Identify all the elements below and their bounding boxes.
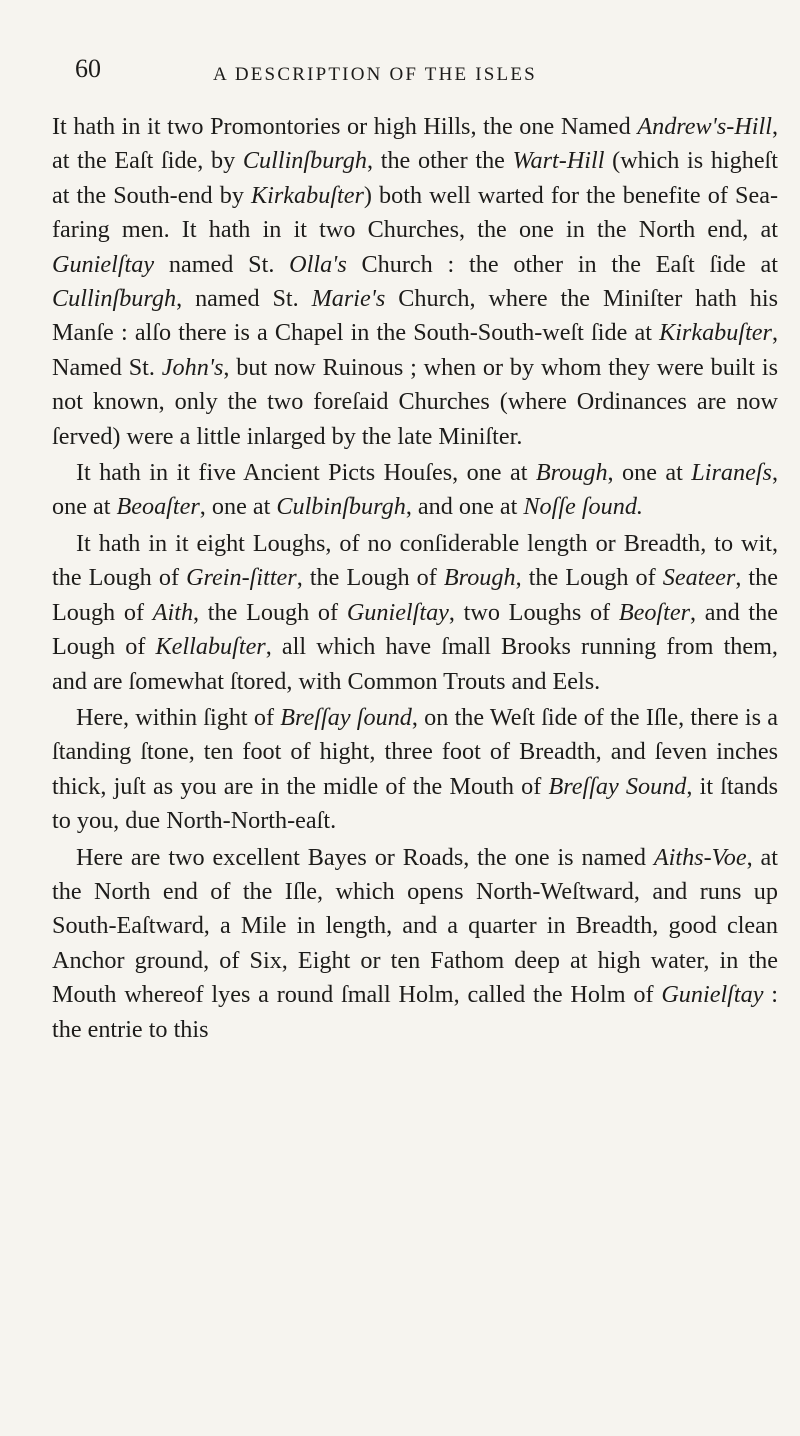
text-run: Here are two excellent Bayes or Roads, the one is named [76,843,654,871]
text-run: : the entrie to this [52,981,778,1043]
paragraph [52,701,778,839]
text-run: It hath in it two Promontories or high Hills, the one Named [52,113,638,140]
italic-name: Beoſter [618,598,691,626]
text-run: Church, where the Miniſter hath his Manſe : alſo there is a Chapel in the South-South-weſt ſide at [52,285,778,347]
text-run: , named St. [176,285,312,313]
text-run: Here, within ſight of [76,703,281,731]
text-run: , and the Lough of [52,598,778,661]
text-run: It hath in it eight Loughs, of no conſiderable length or Breadth, to wit, the Lough of [52,529,778,592]
italic-name: Culbinſburgh [276,493,406,521]
text-run: , the Lough of [515,564,663,592]
text-run: named St. [154,250,290,278]
italic-name: Brough [535,459,608,487]
paragraph [52,527,778,699]
text-run: , one at [199,493,277,521]
italic-name: Kellabuſter [155,633,266,661]
italic-name: Noſſe ſound. [523,493,643,521]
paragraph [52,841,778,1047]
text-run: ) both well warted for the benefite of Sea-faring men. It hath in it two Churches, the one in the North end, at [52,181,778,244]
text-run: , two Loughs of [448,598,619,626]
text-run: , at the North end of the Iſle, which opens North-Weſtward, and runs up South-Eaſtward, a Mile in length, and a quarter in Breadth, good clean Anchor ground, of Six, Eight or ten Fathom deep at high water, in the Mouth whereof lyes a round ſmall Holm, called the Holm of [52,843,778,1009]
italic-name: Brough [443,564,516,592]
text-run: , but now Ruinous ; when or by whom they were built is not known, only the two foreſaid Churches (where Ordinances are now ſerved) were a little inlarged by the late Miniſter. [52,353,778,450]
text-run: , it ſtands to you, due North-North-eaſt. [52,772,779,835]
italic-name: Gunielſtay [52,250,155,278]
paragraph [52,110,778,454]
italic-name: Beoaſter [116,493,200,521]
text-run: , one at [607,459,692,487]
paragraph [52,456,778,525]
text-run: It hath in it five Ancient Picts Houſes, one at [76,459,536,487]
text-run: , one at [52,459,778,521]
text-run: , the Lough of [296,564,444,592]
running-head: A DESCRIPTION OF THE ISLES [213,64,537,85]
text-run: , on the Weſt ſide of the Iſle, there is a ſtanding ſtone, ten foot of hight, three foot of Breadth, and ſeven inches thick, juſt as you are in the midle of the Mouth of [52,703,779,800]
text-run: , all which have ſmall Brooks running from them, and are ſomewhat ſtored, with Common Trouts and Eels. [52,633,778,695]
text-run: Church : the other in the Eaſt ſide at [346,250,778,278]
italic-name: Seateer [662,564,736,592]
italic-name: Gunielſtay [661,981,764,1009]
italic-name: Marie's [311,285,386,313]
text-run: (which is higheſt at the South-end by [52,147,778,209]
italic-name: Cullinſburgh [242,147,367,175]
italic-name: Kirkabuſter [251,181,364,209]
italic-name: Aith [152,598,194,626]
italic-name: Olla's [289,250,347,278]
text-run: , the Lough of [52,564,778,626]
italic-name: John's [161,353,224,381]
italic-name: Kirkabuſter [659,319,772,347]
text-run: , the other the [367,147,513,175]
italic-name: Grein-ſitter [186,564,297,592]
italic-name: Cullinſburgh [52,285,177,313]
italic-name: Andrew's-Hill [637,113,772,140]
italic-name: Aiths-Voe [653,843,747,871]
text-run: , and one at [405,493,524,521]
text-run: , at the Eaſt ſide, by [52,113,778,175]
text-run: , Named St. [52,319,778,381]
italic-name: Liraneſs [691,459,772,487]
italic-name: Wart-Hill [512,147,605,175]
text-run: , the Lough of [193,598,347,626]
italic-name: Breſſay ſound [280,703,412,731]
body-text [52,110,778,1047]
italic-name: Breſſay Sound [548,772,687,800]
italic-name: Gunielſtay [346,598,449,626]
page-number: 60 [75,54,101,83]
page-header [75,50,770,90]
